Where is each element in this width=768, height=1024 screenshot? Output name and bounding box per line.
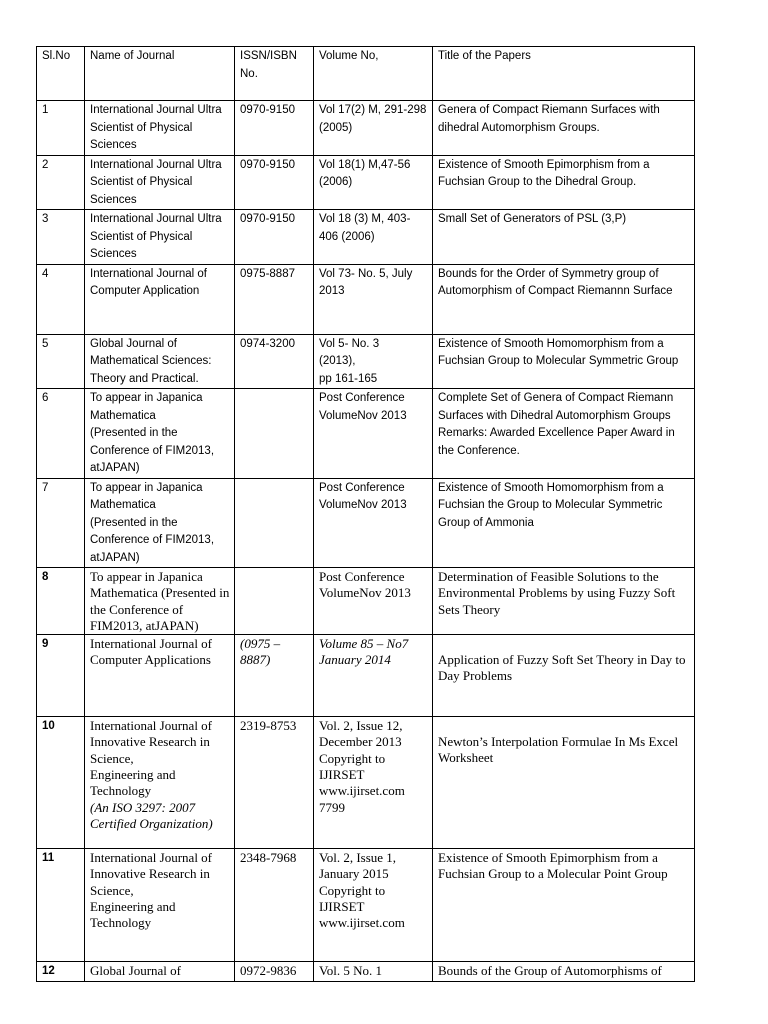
journal-cell: Global Journal of Mathematical Sciences: Theory and Practical. <box>85 334 235 389</box>
title-cell: Complete Set of Genera of Compact Riemann Surfaces with Dihedral Automorphism Groups Remarks: Awarded Excellence Paper Award in the Conference. <box>433 389 695 479</box>
sl-no-cell: 11 <box>37 849 85 962</box>
issn-cell: 2319-8753 <box>235 717 314 849</box>
header-issn: ISSN/ISBN No. <box>235 47 314 101</box>
table-row <box>37 101 695 156</box>
issn-cell <box>235 568 314 635</box>
title-cell: Bounds of the Group of Automorphisms of <box>433 962 695 982</box>
issn-cell: 2348-7968 <box>235 849 314 962</box>
title-cell: Existence of Smooth Epimorphism from a Fuchsian Group to the Dihedral Group. <box>433 155 695 210</box>
journal-cell <box>85 717 235 849</box>
sl-no-cell: 5 <box>37 334 85 389</box>
sl-no-cell: 8 <box>37 568 85 635</box>
title-cell: Bounds for the Order of Symmetry group of Automorphism of Compact Riemannn Surface <box>433 264 695 334</box>
sl-no-cell: 1 <box>37 101 85 156</box>
journal-cell: To appear in Japanica Mathematica (Presented in the Conference of FIM2013, atJAPAN) <box>85 389 235 479</box>
table-row <box>37 264 695 334</box>
sl-no-cell: 12 <box>37 962 85 982</box>
table-row <box>37 635 695 717</box>
journal-name: International Journal of Innovative Research in Science, Engineering and Technology <box>90 718 213 799</box>
journal-cell: To appear in Japanica Mathematica (Presented in the Conference of FIM2013, atJAPAN) <box>85 478 235 568</box>
title-cell <box>433 635 695 717</box>
journal-cell: Global Journal of <box>85 962 235 982</box>
journal-cell: International Journal Ultra Scientist of Physical Sciences <box>85 101 235 156</box>
table-row <box>37 568 695 635</box>
volume-cell: Vol 18(1) M,47-56 (2006) <box>314 155 433 210</box>
title-text: Newton’s Interpolation Formulae In Ms Excel Worksheet <box>438 734 679 766</box>
table-row <box>37 478 695 568</box>
journal-cell: International Journal Ultra Scientist of Physical Sciences <box>85 155 235 210</box>
table-row <box>37 155 695 210</box>
volume-cell: Vol 5- No. 3 (2013), pp 161-165 <box>314 334 433 389</box>
journal-cell: International Journal of Computer Application <box>85 264 235 334</box>
journal-cell: International Journal of Innovative Research in Science, Engineering and Technology <box>85 849 235 962</box>
journal-cell: International Journal of Computer Applications <box>85 635 235 717</box>
title-text: Application of Fuzzy Soft Set Theory in Day to Day Problems <box>438 652 686 684</box>
journal-cell: International Journal Ultra Scientist of Physical Sciences <box>85 210 235 265</box>
volume-cell: Vol. 5 No. 1 <box>314 962 433 982</box>
title-cell: Small Set of Generators of PSL (3,P) <box>433 210 695 265</box>
sl-no-cell: 7 <box>37 478 85 568</box>
title-cell <box>433 717 695 849</box>
header-volume: Volume No, <box>314 47 433 101</box>
issn-cell <box>235 478 314 568</box>
volume-cell: Volume 85 – No7 January 2014 <box>314 635 433 717</box>
table-row <box>37 849 695 962</box>
table-row <box>37 717 695 849</box>
title-cell: Genera of Compact Riemann Surfaces with dihedral Automorphism Groups. <box>433 101 695 156</box>
volume-cell: Post Conference VolumeNov 2013 <box>314 389 433 479</box>
issn-cell: 0970-9150 <box>235 101 314 156</box>
issn-cell: 0975-8887 <box>235 264 314 334</box>
volume-cell: Vol. 2, Issue 1, January 2015 Copyright to IJIRSET www.ijirset.com <box>314 849 433 962</box>
header-sl-no: Sl.No <box>37 47 85 101</box>
sl-no-cell: 10 <box>37 717 85 849</box>
publications-table <box>36 46 695 982</box>
header-journal-name: Name of Journal <box>85 47 235 101</box>
issn-cell: 0970-9150 <box>235 210 314 265</box>
issn-cell: 0970-9150 <box>235 155 314 210</box>
journal-note: (An ISO 3297: 2007 Certified Organization) <box>90 799 213 831</box>
issn-cell: 0974-3200 <box>235 334 314 389</box>
issn-cell <box>235 389 314 479</box>
issn-cell: 0972-9836 <box>235 962 314 982</box>
title-cell: Determination of Feasible Solutions to the Environmental Problems by using Fuzzy Soft Sets Theory <box>433 568 695 635</box>
title-cell: Existence of Smooth Homomorphism from a Fuchsian Group to Molecular Symmetric Group <box>433 334 695 389</box>
sl-no-cell: 3 <box>37 210 85 265</box>
header-paper-title: Title of the Papers <box>433 47 695 101</box>
volume-cell: Vol 17(2) M, 291-298 (2005) <box>314 101 433 156</box>
sl-no-cell: 6 <box>37 389 85 479</box>
sl-no-cell: 2 <box>37 155 85 210</box>
sl-no-cell: 4 <box>37 264 85 334</box>
title-cell: Existence of Smooth Homomorphism from a Fuchsian the Group to Molecular Symmetric Group of Ammonia <box>433 478 695 568</box>
volume-cell: Post Conference VolumeNov 2013 <box>314 478 433 568</box>
volume-cell: Vol 18 (3) M, 403-406 (2006) <box>314 210 433 265</box>
table-row <box>37 389 695 479</box>
table-row <box>37 962 695 982</box>
volume-cell: Vol. 2, Issue 12, December 2013 Copyright to IJIRSET www.ijirset.com 7799 <box>314 717 433 849</box>
sl-no-cell: 9 <box>37 635 85 717</box>
header-row <box>37 47 695 101</box>
volume-cell: Vol 73- No. 5, July 2013 <box>314 264 433 334</box>
issn-cell: (0975 – 8887) <box>235 635 314 717</box>
table-row <box>37 334 695 389</box>
journal-cell: To appear in Japanica Mathematica (Presented in the Conference of FIM2013, atJAPAN) <box>85 568 235 635</box>
table-row <box>37 210 695 265</box>
volume-cell: Post Conference VolumeNov 2013 <box>314 568 433 635</box>
title-cell: Existence of Smooth Epimorphism from a Fuchsian Group to a Molecular Point Group <box>433 849 695 962</box>
